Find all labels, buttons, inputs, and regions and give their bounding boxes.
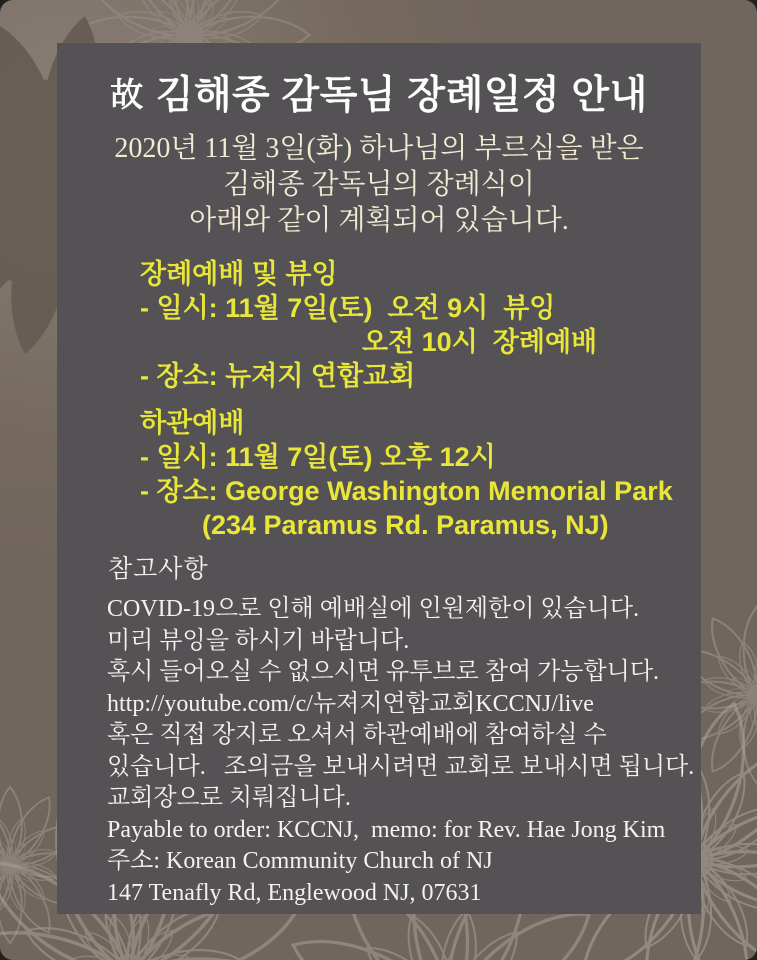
funeral-service-heading: 장례예배 및 뷰잉 — [140, 259, 338, 289]
notes-line-church-name: 주소: Korean Community Church of NJ — [107, 848, 493, 874]
notes-paragraph — [107, 594, 694, 909]
notes-line-viewing: 미리 뷰잉을 하시기 바랍니다. — [107, 627, 410, 654]
intro-line: 2020년 11월 3일(화) 하나님의 부르심을 받은 — [114, 133, 644, 164]
funeral-service-location: - 장소: 뉴져지 연합교회 — [140, 361, 416, 391]
burial-service-address: (234 Paramus Rd. Paramus, NJ) — [202, 510, 609, 540]
funeral-service-block — [140, 257, 597, 393]
intro-paragraph — [57, 131, 701, 239]
notes-line-covid: COVID-19으로 인해 예배실에 인원제한이 있습니다. — [107, 596, 640, 622]
notes-line-church-address: 147 Tenafly Rd, Englewood NJ, 07631 — [107, 879, 482, 906]
title-text: 김해종 감독님 장례일정 안내 — [155, 74, 648, 117]
announcement-panel — [57, 43, 701, 914]
burial-service-block — [140, 406, 673, 542]
notes-line-condolence-money: 있습니다. 조의금을 보내시려면 교회로 보내시면 됩니다. — [107, 753, 695, 780]
funeral-service-datetime: - 일시: 11월 7일(토) 오전 9시 뷰잉 — [140, 293, 556, 323]
notes-heading: 참고사항 — [108, 555, 209, 583]
notes-line-youtube: 혹시 들어오실 수 없으시면 유투브로 참여 가능합니다. — [107, 659, 660, 685]
page-title — [57, 64, 701, 120]
notes-line-church-funeral: 교회장으로 치뤄집니다. — [107, 785, 351, 811]
intro-line: 아래와 같이 계획되어 있습니다. — [189, 205, 569, 236]
title-hanja-deceased: 故 — [110, 78, 144, 114]
burial-service-location: - 장소: George Washington Memorial Park — [140, 476, 673, 506]
burial-service-heading: 하관예배 — [140, 408, 245, 438]
notes-line-youtube-url: http://youtube.com/c/뉴져지연합교회KCCNJ/live — [107, 690, 594, 717]
intro-line: 김해종 감독님의 장례식이 — [223, 169, 535, 200]
burial-service-datetime: - 일시: 11월 7일(토) 오후 12시 — [140, 442, 496, 472]
funeral-service-datetime-2: 오전 10시 장례예배 — [362, 327, 598, 357]
notes-line-payable: Payable to order: KCCNJ, memo: for Rev. Hae Jong Kim — [107, 816, 666, 843]
notes-line-burial-attend: 혹은 직접 장지로 오셔서 하관예배에 참여하실 수 — [107, 722, 607, 748]
